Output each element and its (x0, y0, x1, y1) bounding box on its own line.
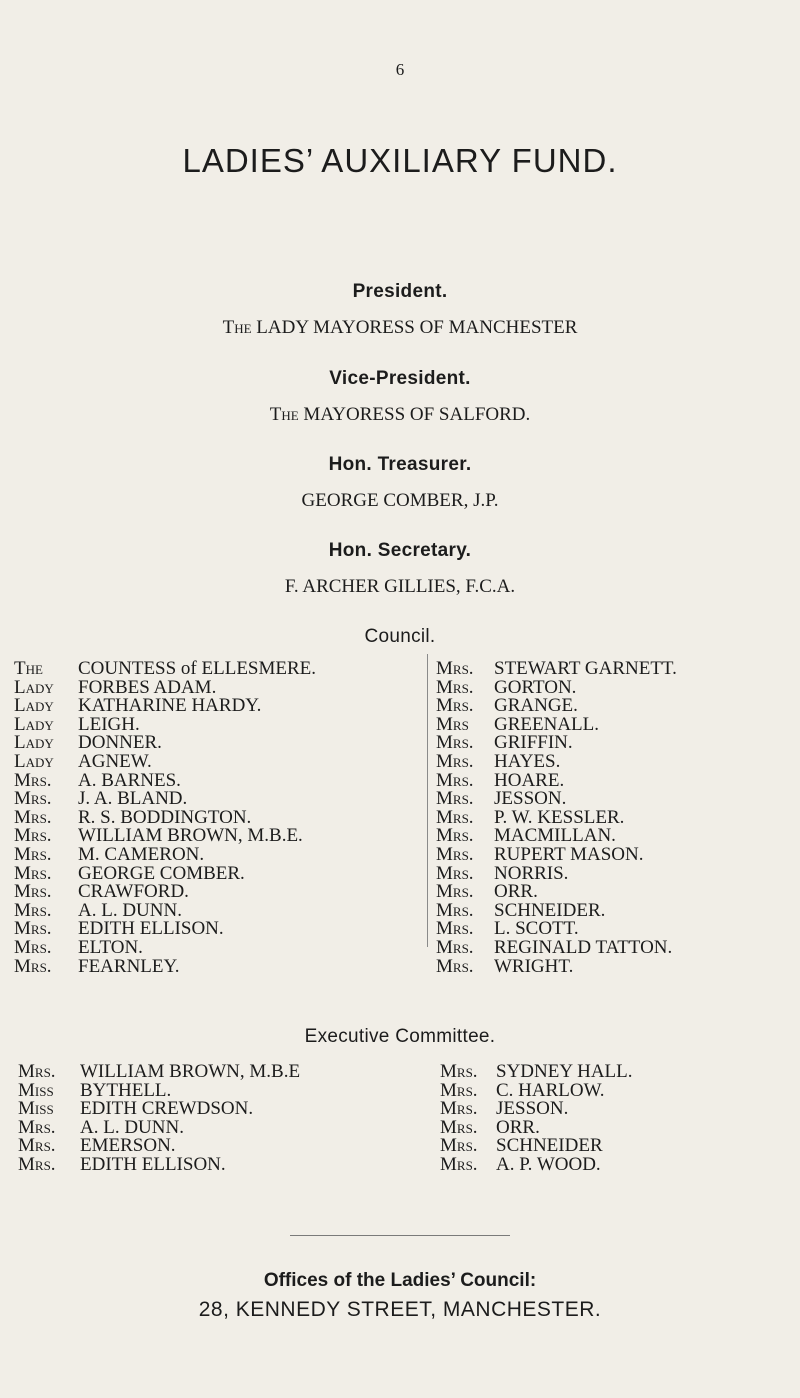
executive-list-right (440, 1063, 633, 1175)
list-item (14, 734, 316, 753)
list-item (18, 1153, 300, 1175)
member-title: Miss (18, 1079, 54, 1101)
member-title: Mrs. (436, 936, 474, 958)
member-name: ORR. (494, 881, 538, 903)
list-item (440, 1153, 633, 1175)
member-name: SCHNEIDER (496, 1135, 603, 1157)
member-title: Mrs. (14, 936, 52, 958)
member-name: EDITH CREWDSON. (80, 1098, 254, 1120)
member-title: Mrs. (436, 788, 474, 810)
member-title: Mrs (436, 713, 469, 735)
member-title: Mrs. (440, 1079, 478, 1101)
member-title: Mrs. (436, 658, 474, 679)
member-title: Mrs. (436, 769, 474, 791)
member-title: Mrs. (14, 788, 52, 810)
member-title: Mrs. (14, 825, 52, 847)
member-name: J. A. BLAND. (78, 788, 188, 810)
member-name: GRIFFIN. (494, 732, 573, 754)
member-title: Lady (14, 695, 54, 717)
member-name: GORTON. (494, 676, 577, 698)
member-title: Mrs. (14, 862, 52, 884)
member-title: Mrs. (436, 825, 474, 847)
treasurer-role: Hon. Treasurer. (328, 454, 472, 475)
member-name: C. HARLOW. (496, 1079, 605, 1101)
member-name: DONNER. (78, 732, 162, 754)
member-name: FORBES ADAM. (78, 676, 217, 698)
member-name: A. L. DUNN. (80, 1116, 184, 1138)
member-name: FEARNLEY. (78, 955, 180, 977)
member-title: Lady (14, 732, 54, 754)
member-title: Mrs. (18, 1135, 56, 1157)
council-heading: Council. (364, 626, 436, 647)
member-title: Mrs. (436, 899, 474, 921)
member-title: Mrs. (436, 750, 474, 772)
list-item (14, 920, 316, 939)
member-name: GREENALL. (494, 713, 600, 735)
member-name: COUNTESS of ELLESMERE. (78, 658, 317, 679)
member-name: ELTON. (78, 936, 143, 958)
member-name: SYDNEY HALL. (496, 1061, 633, 1082)
president-role: President. (352, 281, 448, 302)
member-name: GEORGE COMBER. (78, 862, 245, 884)
member-name: NORRIS. (494, 862, 569, 884)
member-title: Mrs. (18, 1116, 56, 1138)
member-name: MACMILLAN. (494, 825, 616, 847)
secretary-name: F. ARCHER GILLIES, F.C.A. (284, 576, 516, 597)
council-list-left (14, 660, 316, 976)
treasurer-block (0, 454, 800, 512)
offices-address: 28, KENNEDY STREET, MANCHESTER. (198, 1298, 602, 1321)
executive-heading: Executive Committee. (304, 1026, 496, 1047)
list-item (14, 955, 316, 977)
member-title: Mrs. (436, 732, 474, 754)
member-title: Mrs. (14, 918, 52, 940)
member-name: EMERSON. (80, 1135, 176, 1157)
vice-president-name: The MAYORESS OF SALFORD. (269, 404, 531, 425)
list-item (14, 713, 316, 735)
section-divider (290, 1235, 510, 1236)
member-name: AGNEW. (78, 750, 152, 772)
member-title: Mrs. (440, 1153, 478, 1175)
member-name: SCHNEIDER. (494, 899, 606, 921)
member-title: Mrs. (436, 843, 474, 865)
member-name: LEIGH. (78, 713, 140, 735)
page-title: LADIES’ AUXILIARY FUND. (182, 142, 618, 179)
member-name: P. W. KESSLER. (494, 806, 625, 828)
executive-list-left (18, 1063, 300, 1175)
president-block (0, 281, 800, 339)
member-title: Mrs. (18, 1061, 56, 1082)
member-title: Mrs. (14, 806, 52, 828)
column-divider (427, 654, 428, 947)
member-title: Mrs. (436, 676, 474, 698)
member-name: CRAWFORD. (78, 881, 189, 903)
council-list-right (436, 660, 677, 976)
member-title: Mrs. (436, 955, 474, 977)
list-item (436, 955, 677, 977)
member-title: The (14, 658, 43, 679)
member-title: Mrs. (436, 806, 474, 828)
member-name: RUPERT MASON. (494, 843, 644, 865)
member-name: EDITH ELLISON. (80, 1153, 226, 1175)
member-title: Lady (14, 676, 54, 698)
member-name: A. L. DUNN. (78, 899, 182, 921)
page-number: 6 (395, 60, 405, 79)
member-name: WILLIAM BROWN, M.B.E (80, 1061, 301, 1082)
member-name: ORR. (496, 1116, 540, 1138)
member-name: R. S. BODDINGTON. (78, 806, 252, 828)
member-name: M. CAMERON. (78, 843, 205, 865)
member-name: GRANGE. (494, 695, 578, 717)
member-title: Mrs. (436, 862, 474, 884)
member-title: Mrs. (440, 1061, 478, 1082)
member-title: Mrs. (440, 1098, 478, 1120)
offices-label: Offices of the Ladies’ Council: (263, 1270, 537, 1291)
member-title: Mrs. (14, 769, 52, 791)
member-name: HAYES. (494, 750, 561, 772)
list-item (14, 697, 316, 716)
member-title: Lady (14, 750, 54, 772)
member-name: JESSON. (496, 1098, 569, 1120)
vice-president-block (0, 368, 800, 426)
member-name: WILLIAM BROWN, M.B.E. (78, 825, 303, 847)
member-title: Mrs. (436, 881, 474, 903)
member-name: STEWART GARNETT. (494, 658, 677, 679)
member-title: Miss (18, 1098, 54, 1120)
member-name: REGINALD TATTON. (494, 936, 673, 958)
member-name: A. P. WOOD. (496, 1153, 601, 1175)
member-title: Mrs. (436, 695, 474, 717)
member-title: Mrs. (18, 1153, 56, 1175)
vice-president-role: Vice-President. (329, 368, 471, 389)
member-title: Mrs. (14, 899, 52, 921)
member-name: BYTHELL. (80, 1079, 172, 1101)
secretary-block (0, 540, 800, 598)
member-title: Mrs. (14, 955, 52, 977)
member-name: JESSON. (494, 788, 567, 810)
member-name: WRIGHT. (494, 955, 574, 977)
secretary-role: Hon. Secretary. (328, 540, 472, 561)
member-name: KATHARINE HARDY. (78, 695, 262, 717)
member-name: A. BARNES. (78, 769, 181, 791)
member-title: Mrs. (14, 881, 52, 903)
member-name: L. SCOTT. (494, 918, 579, 940)
member-name: HOARE. (494, 769, 565, 791)
member-title: Mrs. (14, 843, 52, 865)
member-title: Mrs. (440, 1116, 478, 1138)
member-title: Mrs. (436, 918, 474, 940)
member-title: Mrs. (440, 1135, 478, 1157)
president-name: The LADY MAYORESS OF MANCHESTER (222, 317, 578, 338)
member-name: EDITH ELLISON. (78, 918, 224, 940)
treasurer-name: GEORGE COMBER, J.P. (301, 490, 499, 511)
member-title: Lady (14, 713, 54, 735)
